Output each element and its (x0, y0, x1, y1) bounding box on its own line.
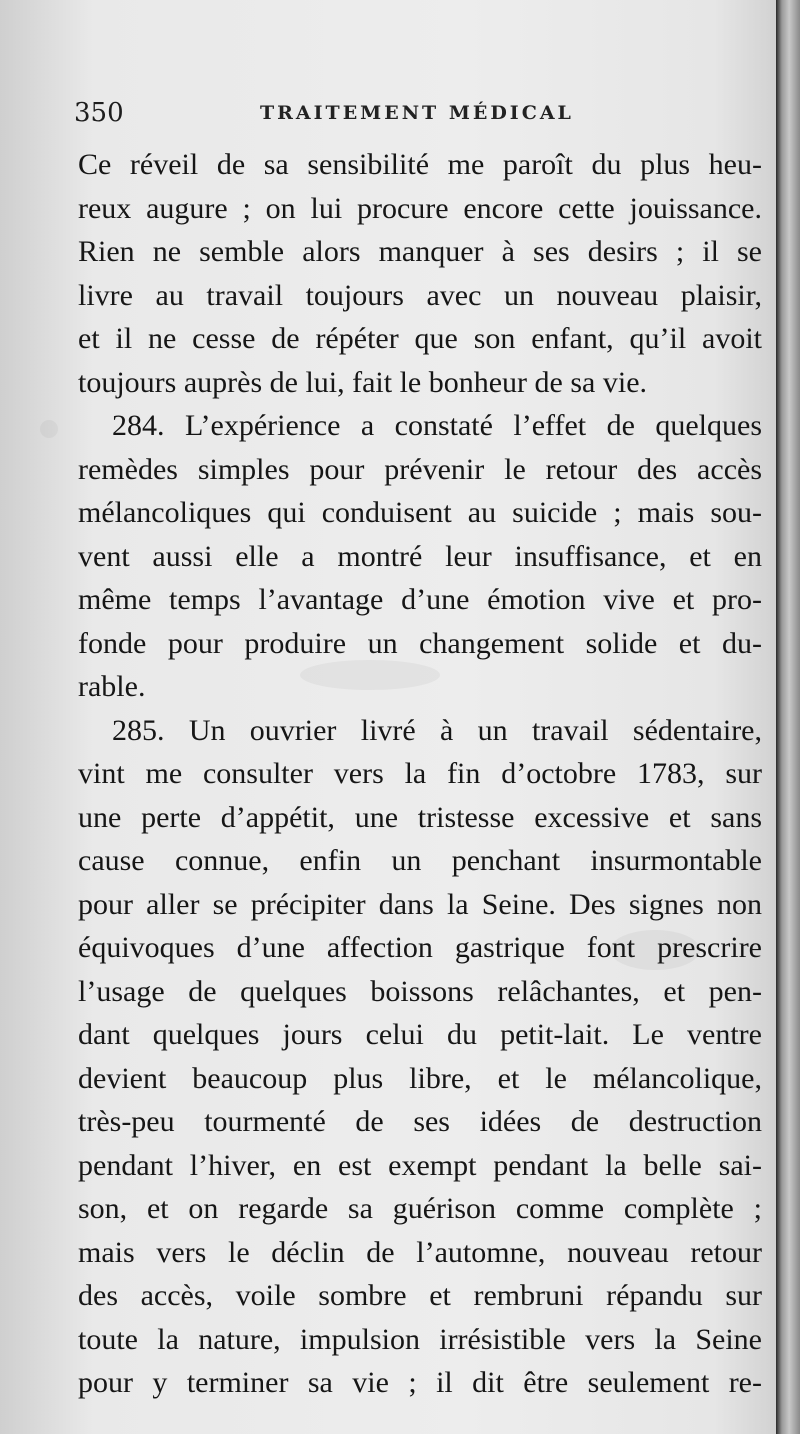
text-line: reux augure ; on lui procure encore cette jouissance. (78, 191, 762, 225)
text-line: vent aussi elle a montré leur insuffisance, et en (78, 539, 762, 573)
paragraph-284-start: 284. L’expérience a constaté l’effet de quelques (112, 409, 762, 442)
running-title: TRAITEMENT MÉDICAL (260, 102, 574, 124)
text-line: toute la nature, impulsion irrésistible vers la Seine (78, 1322, 762, 1356)
text-line: dant quelques jours celui du petit-lait. Le ventre (78, 1018, 762, 1051)
text-line: livre au travail toujours avec un nouveau plaisir, (78, 278, 762, 312)
text-line: une perte d’appétit, une tristesse excessive et sans (78, 800, 762, 834)
text-line: même temps l’avantage d’une émotion vive et pro- (78, 583, 762, 616)
text-line: devient beaucoup plus libre, et le mélancolique, (78, 1061, 762, 1095)
text-line: pour aller se précipiter dans la Seine. Des signes non (78, 887, 762, 921)
text-line: remèdes simples pour prévenir le retour des accès (78, 452, 762, 486)
paragraph-285-start: 285. Un ouvrier livré à un travail sédentaire, (112, 713, 762, 747)
running-head (74, 98, 604, 138)
body-text (78, 143, 762, 1405)
text-line: et il ne cesse de répéter que son enfant, qu’il avoit (78, 322, 762, 355)
text-line: pendant l’hiver, en est exempt pendant la belle sai- (78, 1148, 762, 1182)
text-line: vint me consulter vers la fin d’octobre 1783, sur (78, 757, 762, 790)
text-line: fonde pour produire un changement solide et du- (78, 626, 762, 660)
text-line: rable. (78, 670, 146, 703)
text-line: mélancoliques qui conduisent au suicide ; mais sou- (78, 496, 762, 529)
text-line: des accès, voile sombre et rembruni répandu sur (78, 1279, 762, 1312)
text-line: mais vers le déclin de l’automne, nouveau retour (78, 1235, 762, 1269)
text-line: Ce réveil de sa sensibilité me paroît du plus heu- (78, 148, 762, 181)
page-number: 350 (74, 98, 124, 128)
text-line: toujours auprès de lui, fait le bonheur de sa vie. (78, 365, 648, 399)
text-line: très-peu tourmenté de ses idées de destruction (78, 1105, 762, 1138)
text-line: son, et on regarde sa guérison comme complète ; (78, 1192, 762, 1225)
paper-spot (40, 420, 58, 438)
text-line: l’usage de quelques boissons relâchantes, et pen- (78, 974, 762, 1008)
text-line: équivoques d’une affection gastrique font prescrire (78, 931, 762, 964)
text-line: cause connue, enfin un penchant insurmontable (78, 844, 762, 877)
text-line: Rien ne semble alors manquer à ses desirs ; il se (78, 235, 762, 268)
page-edge (776, 0, 800, 1434)
text-line: pour y terminer sa vie ; il dit être seulement re- (78, 1366, 762, 1399)
